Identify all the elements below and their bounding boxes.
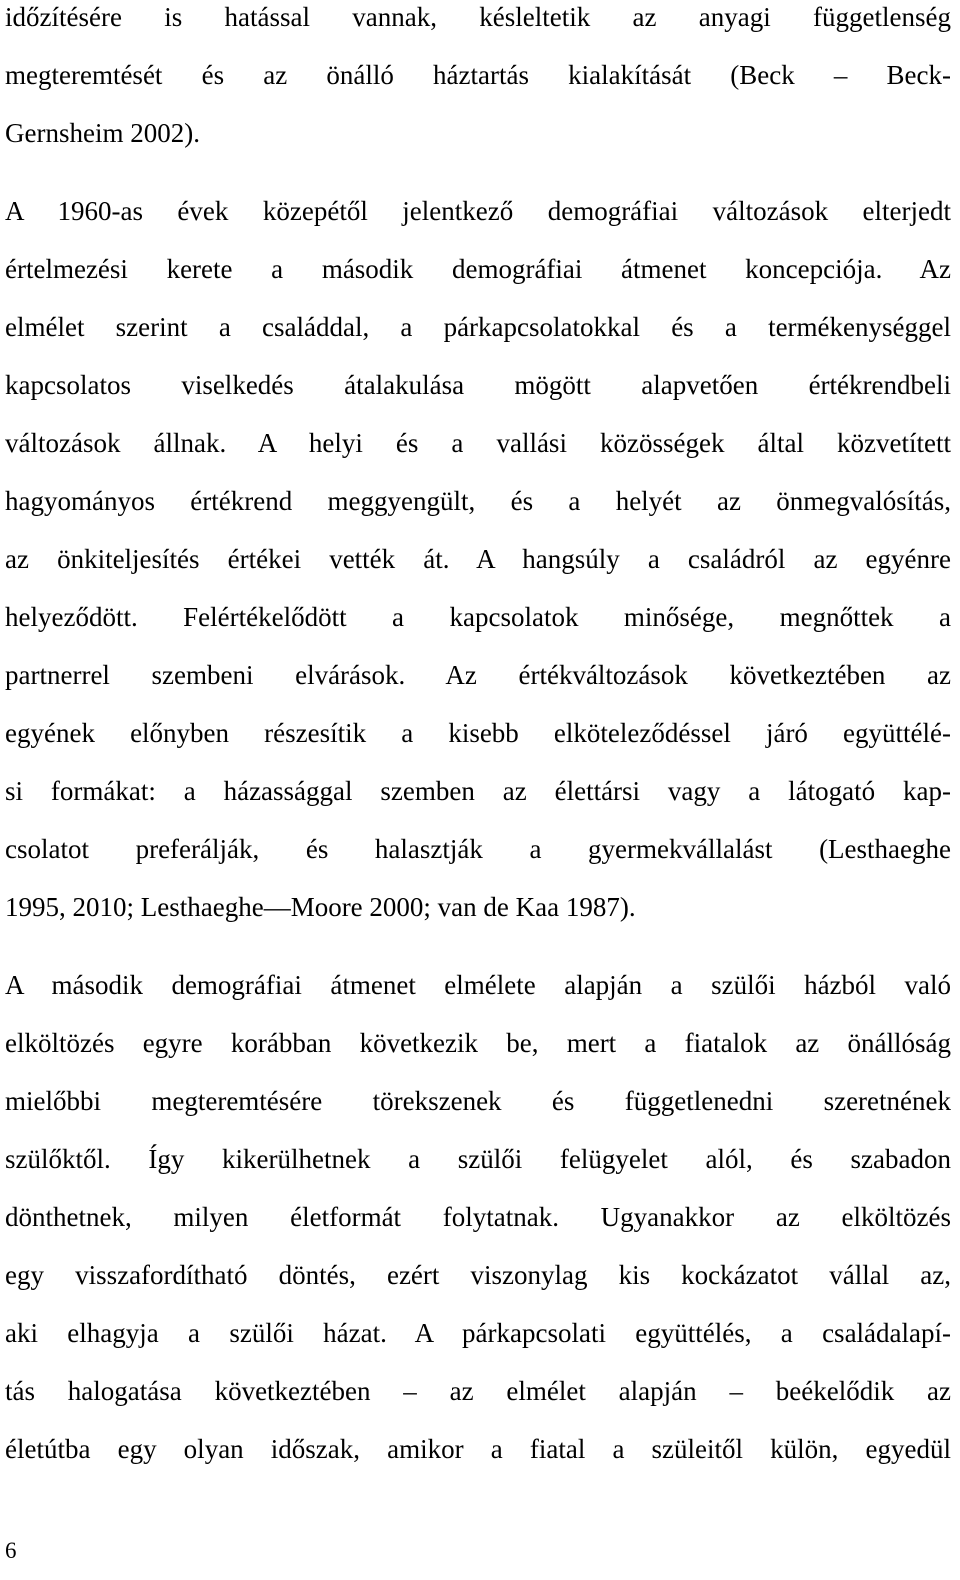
- text-line: megteremtését és az önálló háztartás kialakítását (Beck – Beck-: [5, 60, 951, 90]
- text-line: életútba egy olyan időszak, amikor a fiatal a szüleitől külön, egyedül: [5, 1434, 951, 1464]
- text-line: szülőktől. Így kikerülhetnek a szülői felügyelet alól, és szabadon: [5, 1144, 951, 1174]
- text-line: változások állnak. A helyi és a vallási közösségek által közvetített: [5, 428, 951, 458]
- text-line: kapcsolatos viselkedés átalakulása mögött alapvetően értékrendbeli: [5, 370, 951, 400]
- text-line: mielőbbi megteremtésére törekszenek és függetlenedni szeretnének: [5, 1086, 951, 1116]
- text-line: aki elhagyja a szülői házat. A párkapcsolati együttélés, a családalapí-: [5, 1318, 951, 1348]
- text-line: elköltözés egyre korábban következik be, mert a fiatalok az önállóság: [5, 1028, 951, 1058]
- text-line: partnerrel szembeni elvárások. Az értékváltozások következtében az: [5, 660, 951, 690]
- text-line: csolatot preferálják, és halasztják a gyermekvállalást (Lesthaeghe: [5, 834, 951, 864]
- text-line: A második demográfiai átmenet elmélete alapján a szülői házból való: [5, 970, 951, 1000]
- text-line: helyeződött. Felértékelődött a kapcsolatok minősége, megnőttek a: [5, 602, 951, 632]
- text-line: hagyományos értékrend meggyengült, és a helyét az önmegvalósítás,: [5, 486, 951, 516]
- text-line: az önkiteljesítés értékei vették át. A hangsúly a családról az egyénre: [5, 544, 951, 574]
- text-line: egy visszafordítható döntés, ezért viszonylag kis kockázatot vállal az,: [5, 1260, 951, 1290]
- text-line: tás halogatása következtében – az elmélet alapján – beékelődik az: [5, 1376, 951, 1406]
- text-line: értelmezési kerete a második demográfiai átmenet koncepciója. Az: [5, 254, 951, 284]
- text-line: időzítésére is hatással vannak, késleltetik az anyagi függetlenség: [5, 2, 951, 32]
- text-line: dönthetnek, milyen életformát folytatnak. Ugyanakkor az elköltözés: [5, 1202, 951, 1232]
- text-line: 1995, 2010; Lesthaeghe—Moore 2000; van de Kaa 1987).: [5, 892, 636, 922]
- text-line: elmélet szerint a családdal, a párkapcsolatokkal és a termékenységgel: [5, 312, 951, 342]
- page-number: 6: [5, 1538, 17, 1563]
- text-line: egyének előnyben részesítik a kisebb elköteleződéssel járó együttélé-: [5, 718, 951, 748]
- text-line: Gernsheim 2002).: [5, 118, 200, 148]
- text-line: si formákat: a házassággal szemben az élettársi vagy a látogató kap-: [5, 776, 951, 806]
- text-line: A 1960-as évek közepétől jelentkező demográfiai változások elterjedt: [5, 196, 951, 226]
